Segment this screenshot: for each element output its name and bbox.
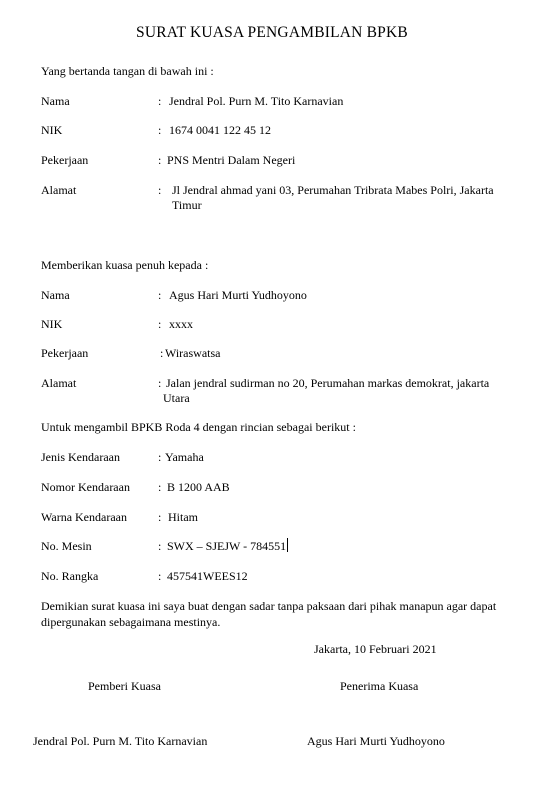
pemberi-nik-value: 1674 0041 122 45 12 [169,123,271,137]
jenis-kendaraan-value: Yamaha [165,450,204,464]
penerima-pekerjaan-label: Pekerjaan [41,346,89,360]
pemberi-nama-value: Jendral Pol. Purn M. Tito Karnavian [169,94,344,108]
pemberi-pekerjaan-value: PNS Mentri Dalam Negeri [167,153,296,167]
warna-kendaraan-label: Warna Kendaraan [41,510,127,524]
nomor-kendaraan-value: B 1200 AAB [167,480,230,494]
colon: : [158,123,162,137]
penerima-nama-value: Agus Hari Murti Yudhoyono [169,288,307,302]
penerima-kuasa-title: Penerima Kuasa [340,679,419,693]
intro-text: Yang bertanda tangan di bawah ini : [41,64,214,78]
no-mesin-value: SWX – SJEJW - 784551 [167,539,287,553]
text-cursor [287,538,288,552]
no-rangka-value: 457541WEES12 [167,569,248,583]
closing-paragraph: Demikian surat kuasa ini saya buat dengan sadar tanpa paksaan dari pihak manapun agar dapat dipergunakan sebagaimana mestinya. [41,599,497,629]
colon: : [158,510,162,524]
colon: : [158,480,162,494]
pemberi-pekerjaan-label: Pekerjaan [41,153,89,167]
pemberi-alamat-label: Alamat [41,183,77,197]
nomor-kendaraan-label: Nomor Kendaraan [41,480,130,494]
colon: : [158,539,162,553]
warna-kendaraan-value: Hitam [168,510,198,524]
pemberi-kuasa-title: Pemberi Kuasa [88,679,161,693]
purpose-text: Untuk mengambil BPKB Roda 4 dengan rincian sebagai berikut : [41,420,356,434]
pemberi-kuasa-name: Jendral Pol. Purn M. Tito Karnavian [33,734,208,748]
colon: : [158,94,162,108]
no-mesin-field[interactable] [167,538,288,554]
colon: : [158,153,162,167]
penerima-pekerjaan-value: Wiraswatsa [165,346,221,360]
pemberi-nik-label: NIK [41,123,63,137]
no-rangka-label: No. Rangka [41,569,99,583]
colon: : [158,288,162,302]
penerima-kuasa-name: Agus Hari Murti Yudhoyono [307,734,445,748]
colon: : [158,450,162,464]
penerima-alamat-line1: Jalan jendral sudirman no 20, Perumahan markas demokrat, jakarta [166,376,490,390]
penerima-alamat-label: Alamat [41,376,77,390]
colon: : [158,569,162,583]
colon: : [158,317,162,331]
colon: : [158,183,162,197]
pemberi-alamat-line1: Jl Jendral ahmad yani 03, Perumahan Tribrata Mabes Polri, Jakarta [172,183,494,197]
kuasa-intro-text: Memberikan kuasa penuh kepada : [41,258,209,272]
document-title: SURAT KUASA PENGAMBILAN BPKB [136,24,408,41]
pemberi-alamat-line2: Timur [172,198,202,212]
no-mesin-label: No. Mesin [41,539,92,553]
penerima-alamat-line2: Utara [163,391,190,405]
penerima-nama-label: Nama [41,288,70,302]
jenis-kendaraan-label: Jenis Kendaraan [41,450,120,464]
penerima-nik-value: xxxx [169,317,193,331]
colon: : [158,376,162,390]
colon: : [160,346,164,360]
place-date: Jakarta, 10 Februari 2021 [314,642,437,656]
pemberi-nama-label: Nama [41,94,70,108]
penerima-nik-label: NIK [41,317,63,331]
